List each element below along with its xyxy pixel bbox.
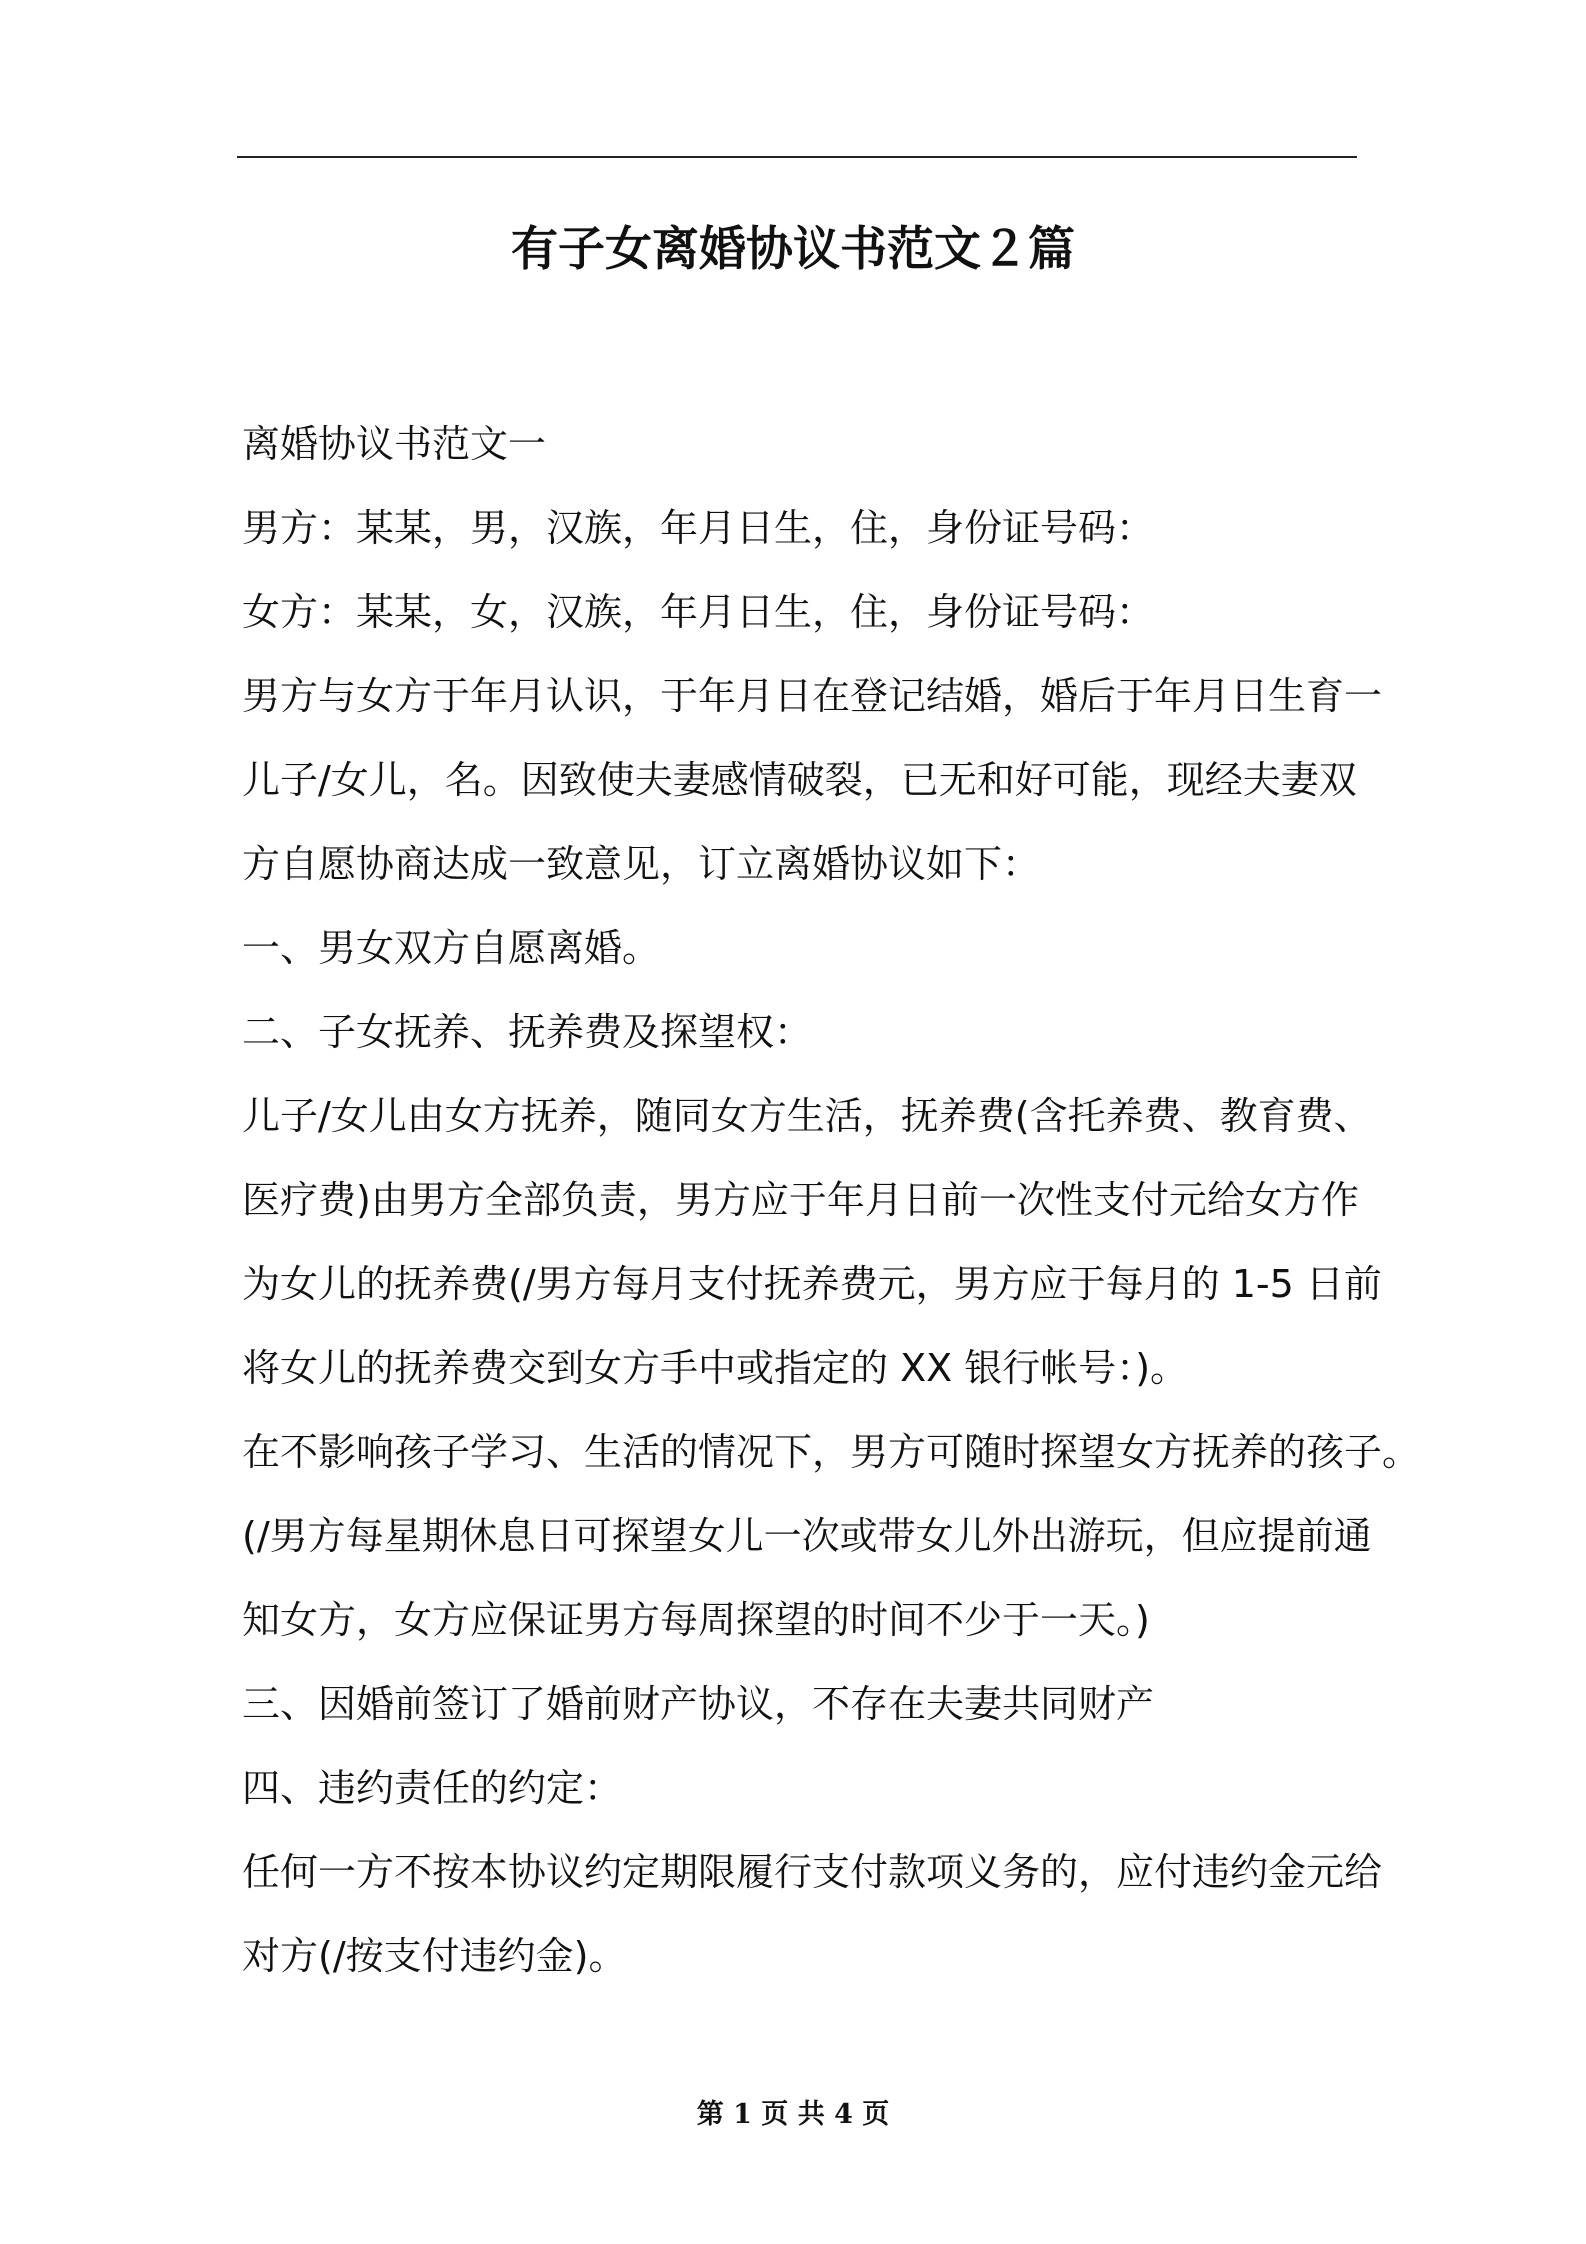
paragraph-line: 对方(/按支付违约金)。 <box>242 1934 627 1978</box>
paragraph-line: 医疗费)由男方全部负责，男方应于年月日前一次性支付元给女方作 <box>242 1178 1359 1222</box>
section-heading: 离婚协议书范文一 <box>242 422 547 466</box>
document-title: 有子女离婚协议书范文２篇 <box>511 222 1075 277</box>
paragraph-line: 在不影响孩子学习、生活的情况下，男方可随时探望女方抚养的孩子。 <box>242 1430 1421 1474</box>
paragraph-line: 儿子/女儿，名。因致使夫妻感情破裂，已无和好可能，现经夫妻双 <box>242 758 1357 802</box>
paragraph-line: 将女儿的抚养费交到女方手中或指定的 XX 银行帐号：)。 <box>242 1346 1189 1390</box>
paragraph-line: 女方：某某，女，汉族，年月日生，住，身份证号码： <box>242 590 1155 634</box>
paragraph-line: 男方：某某，男，汉族，年月日生，住，身份证号码： <box>242 506 1155 550</box>
header-rule <box>237 156 1357 158</box>
page-number-footer: 第 1 页 共 4 页 <box>696 2099 890 2130</box>
paragraph-line: 方自愿协商达成一致意见，订立离婚协议如下： <box>242 842 1041 886</box>
clause-heading: 一、男女双方自愿离婚。 <box>242 926 661 970</box>
clause-heading: 三、因婚前签订了婚前财产协议，不存在夫妻共同财产 <box>242 1682 1155 1726</box>
paragraph-line: 知女方，女方应保证男方每周探望的时间不少于一天。) <box>242 1598 1150 1642</box>
paragraph-line: 任何一方不按本协议约定期限履行支付款项义务的，应付违约金元给 <box>242 1850 1383 1894</box>
paragraph-line: 男方与女方于年月认识，于年月日在登记结婚，婚后于年月日生育一 <box>242 674 1383 718</box>
paragraph-line: 儿子/女儿由女方抚养，随同女方生活，抚养费(含托养费、教育费、 <box>242 1094 1372 1138</box>
clause-heading: 四、违约责任的约定： <box>242 1766 623 1810</box>
paragraph-line: (/男方每星期休息日可探望女儿一次或带女儿外出游玩，但应提前通 <box>242 1514 1372 1558</box>
clause-heading: 二、子女抚养、抚养费及探望权： <box>242 1010 813 1054</box>
paragraph-line: 为女儿的抚养费(/男方每月支付抚养费元，男方应于每月的 1-5 日前 <box>242 1262 1382 1306</box>
document-body <box>242 402 1421 1998</box>
